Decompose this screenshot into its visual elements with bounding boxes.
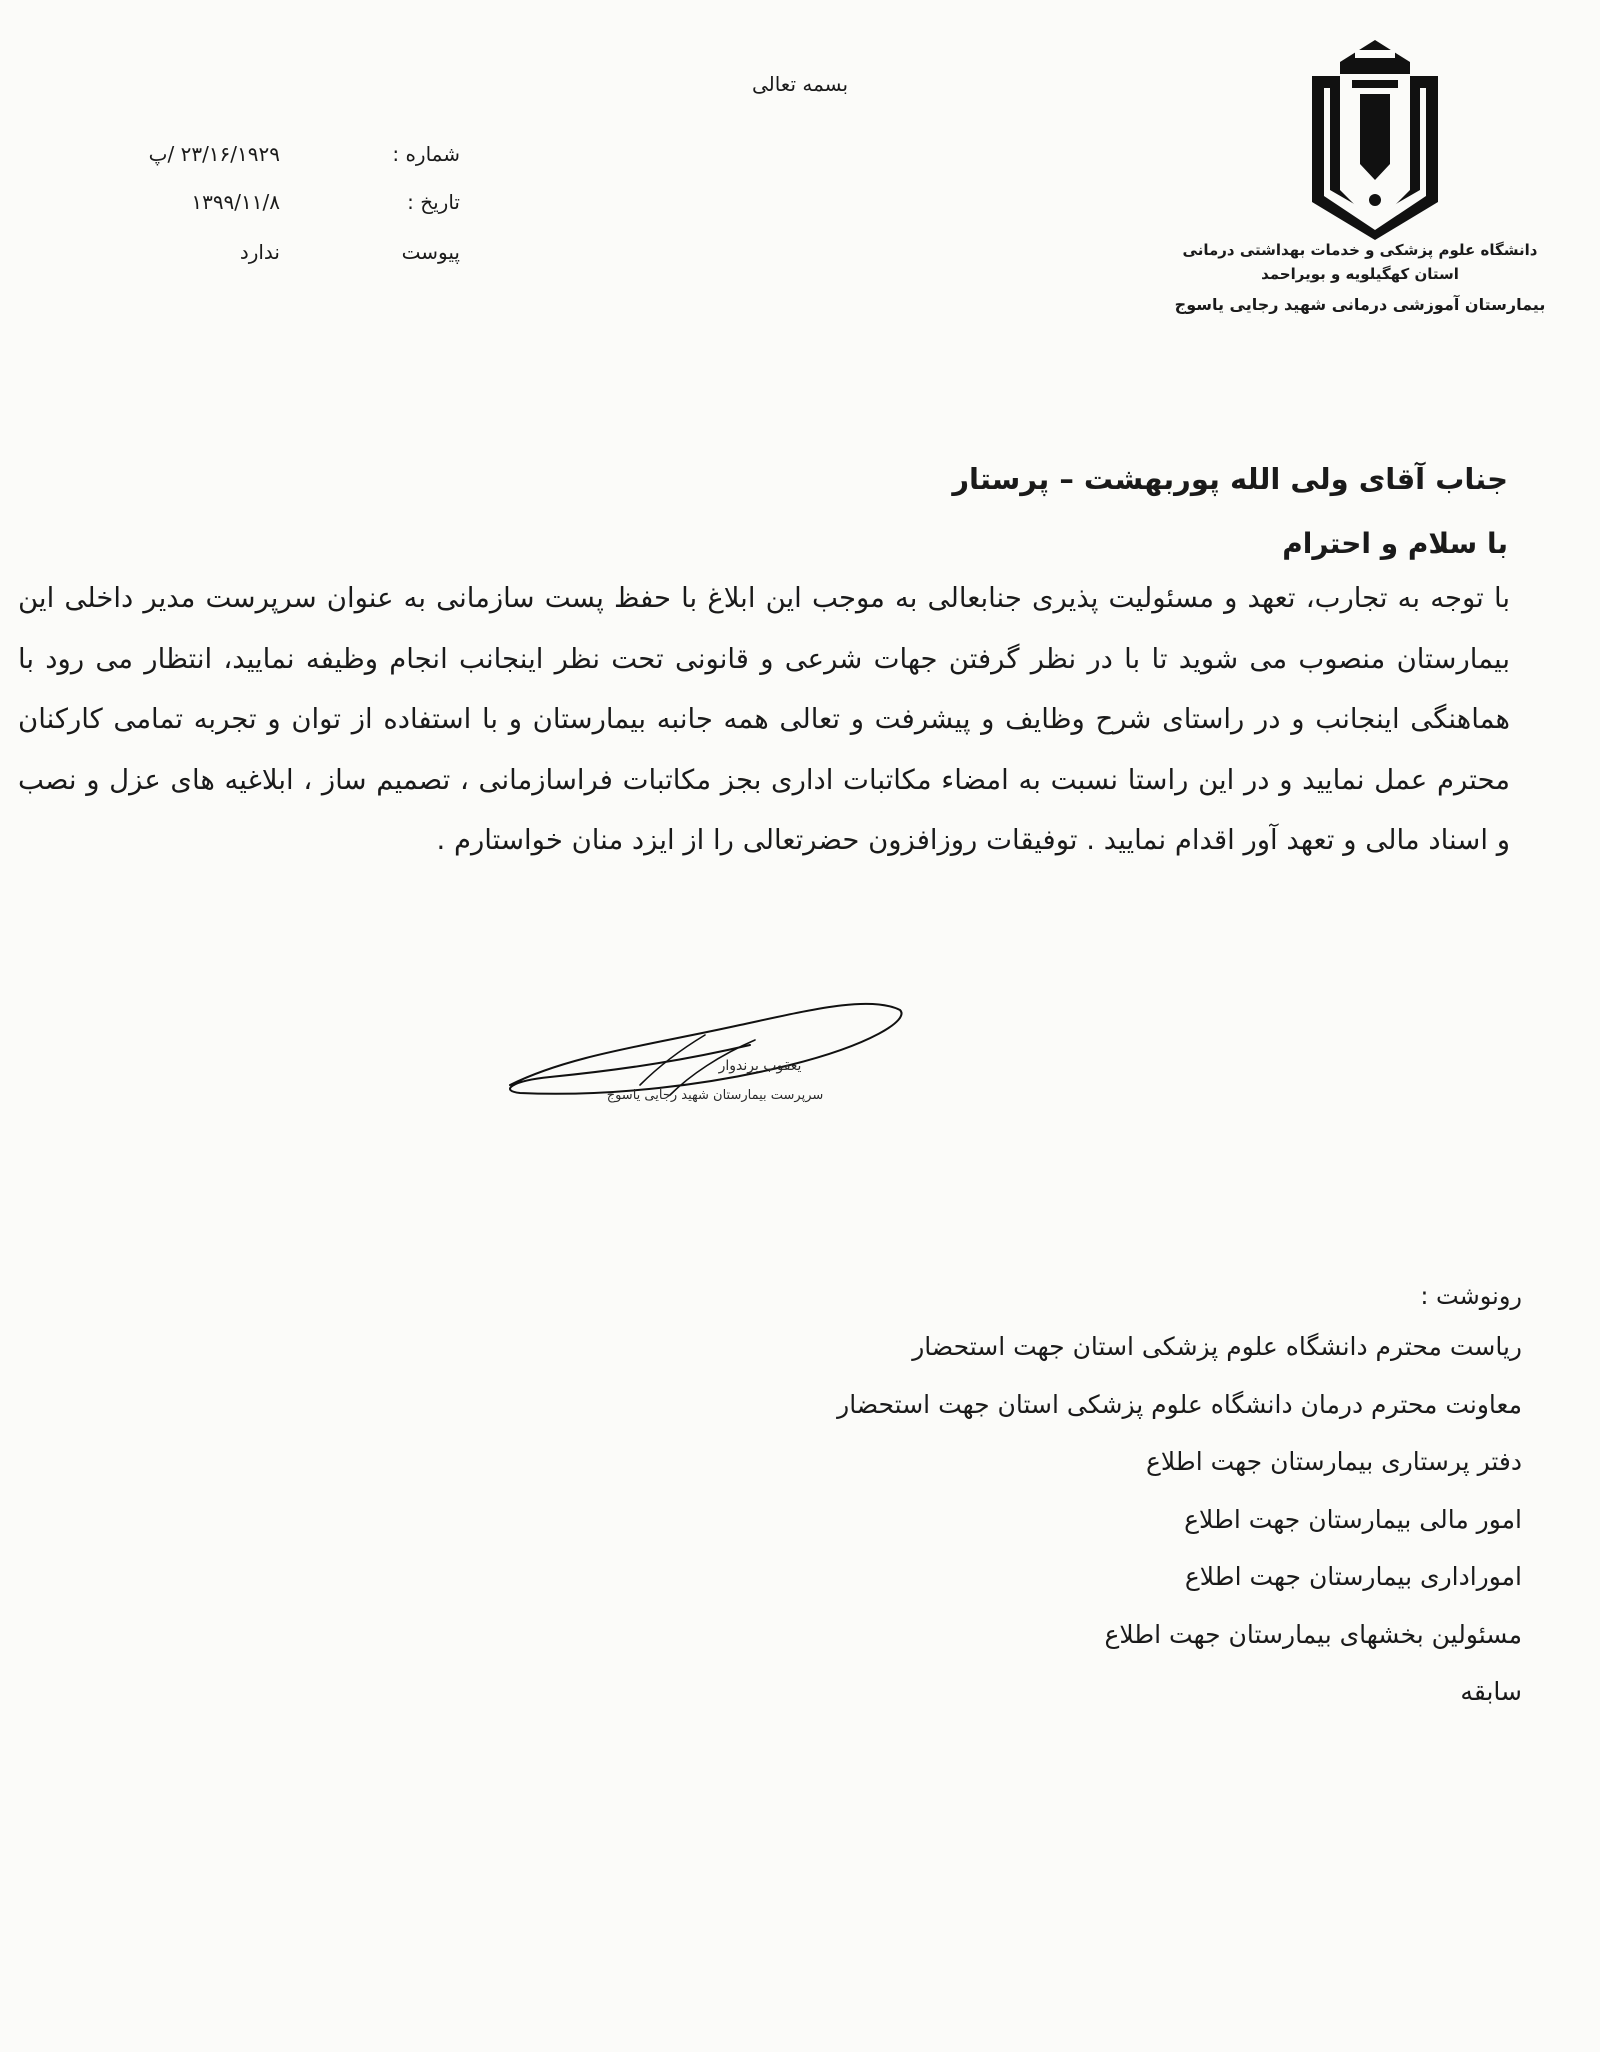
date-label: تاریخ :: [407, 190, 460, 214]
attachment-value: ندارد: [239, 240, 280, 264]
signatory-title: سرپرست بیمارستان شهید رجایی یاسوج: [606, 1088, 824, 1103]
cc-item: ریاست محترم دانشگاه علوم پزشکی استان جهت استحضار: [912, 1332, 1522, 1361]
org-province: استان کهگیلویه و بویراحمد: [1261, 265, 1459, 283]
handwritten-signature: [490, 985, 920, 1125]
cc-item: سابقه: [1460, 1677, 1522, 1706]
cc-item: معاونت محترم درمان دانشگاه علوم پزشکی استان جهت استحضار: [837, 1389, 1522, 1419]
salutation: جناب آقای ولی الله پوربهشت – پرستار: [952, 462, 1508, 496]
cc-list: [622, 1318, 1522, 1721]
org-university: دانشگاه علوم پزشکی و خدمات بهداشتی درمانی: [1182, 241, 1538, 259]
cc-heading: رونوشت :: [1420, 1282, 1522, 1310]
invocation: بسمه تعالی: [751, 72, 849, 96]
university-logo-icon: [1300, 40, 1450, 240]
cc-item: مسئولین بخشهای بیمارستان جهت اطلاع: [1104, 1619, 1522, 1649]
number-label: شماره :: [392, 142, 460, 166]
cc-item: دفتر پرستاری بیمارستان جهت اطلاع: [1145, 1447, 1522, 1476]
letter-body: با توجه به تجارب، تعهد و مسئولیت پذیری جنابعالی به موجب این ابلاغ با حفظ پست سازمانی به عنوان سرپرست مدیر داخلی این بیمارستان منصوب می شوید تا با در نظر گرفتن جهات شرعی و قانونی تحت نظر اینجانب انجام وظیفه نمایید، انتظار می رود با هماهنگی اینجانب و در راستای شرح وظایف و پیشرفت و تعالی همه جانبه بیمارستان و با استفاده از توان و تجربه تمامی کارکنان محترم عمل نمایید و در این راستا نسبت به امضاء مکاتبات اداری بجز مکاتبات فراسازمانی ، تصمیم ساز ، ابلاغیه های عزل و نصب و اسناد مالی و تعهد آور اقدام نمایید . توفیقات روزافزون حضرتعالی را از ایزد منان خواستارم .: [18, 582, 1510, 856]
date-value: ۱۳۹۹/۱۱/۸: [191, 190, 280, 214]
greeting: با سلام و احترام: [1282, 527, 1508, 560]
signatory-name: یعقوب برندوار: [718, 1058, 802, 1074]
org-hospital: بیمارستان آموزشی درمانی شهید رجایی یاسوج: [1174, 295, 1546, 314]
cc-item: اموراداری بیمارستان جهت اطلاع: [1184, 1562, 1522, 1591]
organization-block: [1160, 238, 1560, 318]
attachment-label: پیوست: [401, 240, 460, 264]
cc-item: امور مالی بیمارستان جهت اطلاع: [1184, 1504, 1522, 1534]
number-value: ۲۳/۱۶/۱۹۲۹ /پ: [148, 142, 280, 166]
